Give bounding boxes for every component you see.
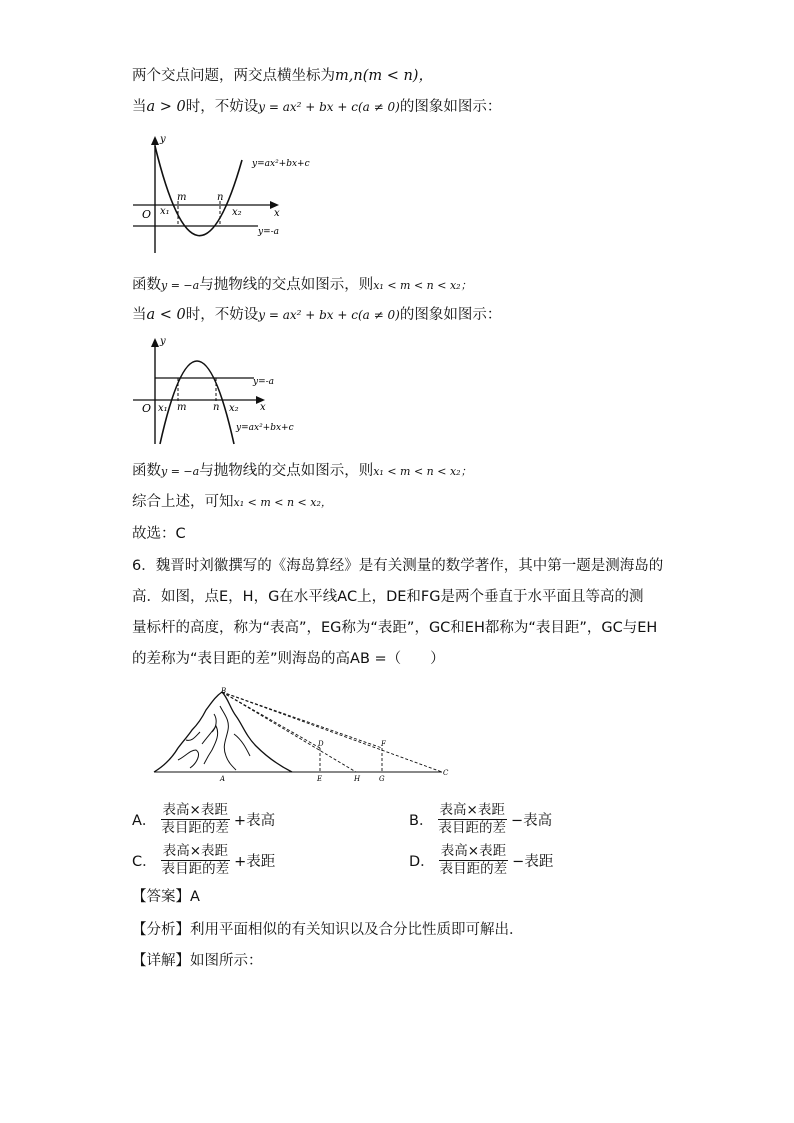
option-fraction: [438, 843, 510, 878]
detail-line: 【详解】如图所示：: [132, 953, 263, 969]
fraction-denominator: 表目距的差: [161, 820, 229, 836]
option-letter: C．: [132, 854, 157, 870]
island-rock: [178, 750, 198, 768]
label-origin: O: [142, 402, 152, 415]
option-a[interactable]: [132, 802, 275, 837]
sightline-bf: [222, 692, 382, 748]
label-d: D: [318, 740, 324, 748]
line-text: 与抛物线的交点如图示，则: [199, 463, 374, 479]
option-b[interactable]: [409, 802, 552, 837]
text-line-6: [132, 492, 332, 513]
answer-line: 【答案】A: [132, 889, 200, 905]
text-line-4: [132, 305, 501, 325]
label-hline: y=-a: [253, 377, 275, 387]
option-tail: +表距: [234, 854, 276, 870]
fraction-denominator: 表目距的差: [438, 820, 506, 836]
label-origin: O: [142, 208, 152, 221]
question-line-1: 6．魏晋时刘徽撰写的《海岛算经》是有关测量的数学著作，其中第一题是测海岛的: [132, 558, 664, 574]
line-text: 时，不妨设: [185, 99, 259, 115]
math-inequality: x₁ < m < n < x₂，: [233, 496, 332, 509]
line-text: 的图象如图示：: [399, 307, 502, 323]
math-parabola: y = ax² + bx + c(a ≠ 0): [258, 100, 400, 114]
math-neg-a: y = −a: [161, 465, 200, 478]
label-n: n: [213, 402, 220, 413]
parabola-graph-up: [130, 128, 330, 258]
label-h: H: [354, 775, 361, 783]
question-line-4: 的差称为“表目距的差”则海岛的高AB =（ ）: [132, 651, 445, 667]
fraction-numerator: 表高×表距: [440, 843, 507, 859]
label-x: x: [260, 402, 266, 413]
option-c[interactable]: [132, 843, 275, 878]
label-e: E: [317, 775, 323, 783]
math-inequality: x₁ < m < n < x₂；: [373, 279, 472, 292]
fraction-numerator: 表高×表距: [162, 843, 229, 859]
option-d[interactable]: [409, 843, 553, 878]
option-letter: A．: [132, 813, 157, 829]
y-axis-arrow: [151, 338, 159, 347]
label-y: y: [160, 134, 166, 145]
math-condition: a > 0: [146, 99, 186, 115]
answer-choice-line: 故选：C: [132, 526, 186, 542]
question-line-3: 量标杆的高度，称为“表高”，EG称为“表距”，GC和EH都称为“表目距”，GC与EH: [132, 620, 658, 636]
island-rock: [234, 734, 250, 756]
label-b: B: [221, 687, 227, 695]
option-fraction: [436, 802, 508, 837]
line-text: 两个交点问题，两交点横坐标为: [132, 68, 335, 84]
label-curve: y=ax²+bx+c: [236, 423, 294, 433]
label-g: G: [379, 775, 385, 783]
sightline-bd: [222, 692, 320, 748]
island-outline: [154, 692, 292, 772]
label-m: m: [177, 192, 187, 203]
math-neg-a: y = −a: [161, 279, 200, 292]
line-text: 时，不妨设: [185, 307, 259, 323]
option-letter: B．: [409, 813, 434, 829]
island-rock: [220, 706, 236, 770]
label-x2: x₂: [229, 403, 239, 414]
text-line-1: [132, 66, 433, 86]
line-text: 当: [132, 307, 147, 323]
analysis-line: 【分析】利用平面相似的有关知识以及合分比性质即可解出．: [132, 922, 524, 938]
label-a: A: [220, 775, 226, 783]
label-x: x: [274, 208, 280, 219]
line-text: 的图象如图示：: [399, 99, 502, 115]
option-tail: +表高: [233, 813, 276, 829]
island-rock: [212, 714, 216, 732]
label-y: y: [160, 336, 166, 347]
line-text: 函数: [132, 277, 161, 293]
label-curve: y=ax²+bx+c: [252, 159, 310, 169]
line-text: 综合上述，可知: [132, 494, 234, 510]
label-x1: x₁: [158, 403, 168, 414]
math-condition: a < 0: [146, 307, 186, 323]
line-text: 当: [132, 99, 147, 115]
fraction-numerator: 表高×表距: [162, 802, 228, 818]
text-line-5: [132, 461, 472, 482]
island-rock: [202, 726, 218, 764]
math-inequality: x₁ < m < n < x₂；: [373, 465, 472, 478]
label-c: C: [443, 769, 449, 777]
fraction-numerator: 表高×表距: [439, 802, 505, 818]
text-line-2: [132, 97, 501, 117]
island-figure: [150, 684, 460, 784]
label-f: F: [381, 740, 386, 748]
option-tail: −表距: [512, 854, 554, 870]
option-letter: D．: [409, 854, 435, 870]
label-hline: y=-a: [258, 227, 280, 237]
option-fraction: [159, 802, 231, 837]
option-fraction: [160, 843, 232, 878]
parabola-curve: [160, 361, 234, 444]
line-text: 函数: [132, 463, 161, 479]
question-line-2: 高．如图，点E，H，G在水平线AC上，DE和FG是两个垂直于水平面且等高的测: [132, 589, 644, 605]
fraction-denominator: 表目距的差: [161, 861, 230, 877]
math-mn: m,n(m < n)，: [335, 68, 433, 84]
label-x2: x₂: [232, 207, 242, 218]
text-line-3: [132, 275, 472, 296]
parabola-graph-down: [130, 332, 310, 450]
math-parabola: y = ax² + bx + c(a ≠ 0): [258, 308, 400, 322]
parabola-curve: [155, 146, 242, 236]
label-m: m: [177, 402, 187, 413]
y-axis-arrow: [151, 136, 159, 145]
label-x1: x₁: [160, 206, 170, 217]
fraction-denominator: 表目距的差: [439, 861, 508, 877]
label-n: n: [217, 192, 224, 203]
option-tail: −表高: [510, 813, 553, 829]
line-text: 与抛物线的交点如图示，则: [199, 277, 374, 293]
